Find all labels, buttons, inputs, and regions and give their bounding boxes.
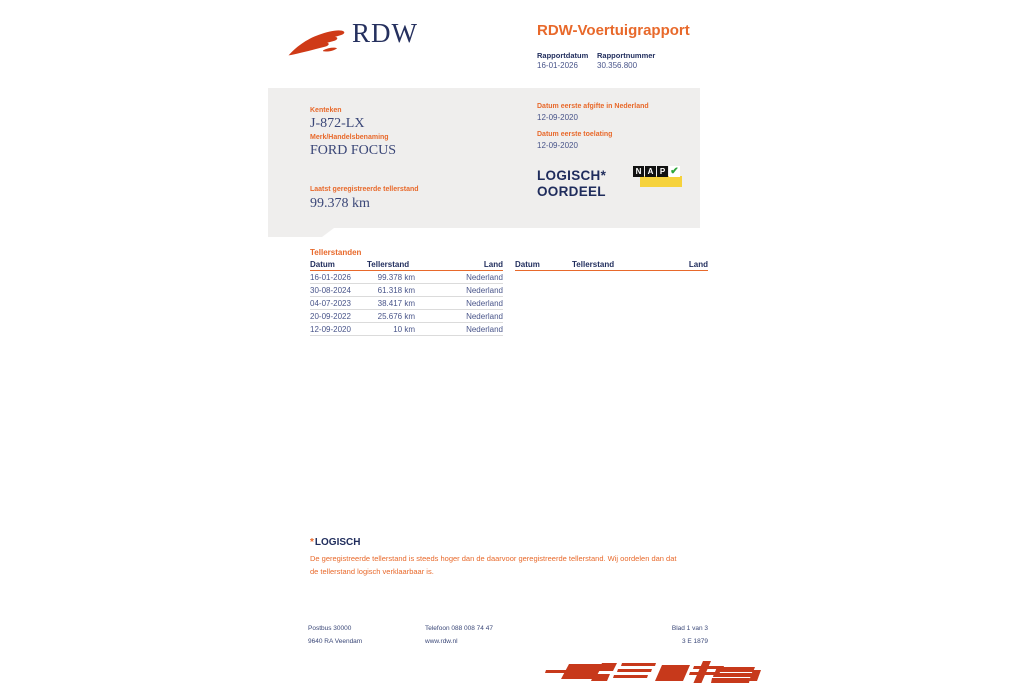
kenteken-label: Kenteken [310, 107, 342, 114]
oordeel-text [537, 168, 606, 200]
col-tellerstand: Tellerstand [367, 260, 410, 269]
rdw-wordmark: RDW [352, 18, 418, 48]
oordeel-line1: LOGISCH* [537, 168, 607, 183]
nap-letter-p: P [657, 166, 668, 177]
nap-letter-n: N [633, 166, 644, 177]
tellerstanden-table-left [310, 260, 503, 336]
cell-land: Nederland [466, 272, 503, 282]
table-row [310, 310, 503, 323]
col-datum: Datum [310, 260, 335, 269]
table-row [310, 284, 503, 297]
cell-datum: 16-01-2026 [310, 272, 351, 282]
table-row [310, 271, 503, 284]
footer-address-line1: Postbus 30000 [308, 625, 352, 632]
report-number-label: Rapportnummer [597, 51, 656, 60]
page-title: RDW-Voertuigrapport [537, 22, 690, 39]
col-datum: Datum [515, 260, 540, 269]
toelating-value: 12-09-2020 [537, 141, 578, 150]
col-land: Land [688, 260, 708, 269]
afgifte-value: 12-09-2020 [537, 113, 578, 122]
table-header-row [310, 260, 503, 271]
merk-label: Merk/Handelsbenaming [310, 134, 389, 141]
footnote-body: De geregistreerde tellerstand is steeds hoger dan de daarvoor geregistreerde tellerstand. Wij oordelen dan dat de tellerstand logisch verklaarbaar is. [310, 554, 677, 576]
cell-land: Nederland [466, 311, 503, 321]
toelating-label: Datum eerste toelating [537, 131, 613, 138]
tellerstand-label: Laatst geregistreerde tellerstand [310, 186, 419, 193]
cell-datum: 20-09-2022 [310, 311, 351, 321]
rdw-wing-logo-icon [287, 25, 349, 59]
footer-address-line2: 9640 RA Veendam [308, 638, 363, 645]
footnote-title: LOGISCH [314, 537, 361, 548]
kenteken-value: J-872-LX [310, 116, 365, 131]
cell-datum: 12-09-2020 [310, 324, 351, 334]
cell-land: Nederland [466, 285, 503, 295]
col-land: Land [483, 260, 503, 269]
table-header-row [515, 260, 708, 271]
merk-value: FORD FOCUS [310, 143, 396, 158]
table-row [310, 297, 503, 310]
footer-website: www.rdw.nl [425, 638, 458, 645]
cell-tellerstand: 25.676 km [377, 311, 415, 321]
table-row [310, 323, 503, 336]
cell-datum: 04-07-2023 [310, 298, 351, 308]
afgifte-label: Datum eerste afgifte in Nederland [537, 103, 649, 110]
footer-page-indicator: Blad 1 van 3 [671, 625, 708, 632]
cell-datum: 30-08-2024 [310, 285, 351, 295]
footer-phone: Telefoon 088 008 74 47 [425, 625, 493, 632]
oordeel-line2: OORDEEL [537, 184, 606, 199]
bottom-wing-graphic [543, 657, 763, 683]
tellerstanden-title: Tellerstanden [310, 248, 362, 257]
col-tellerstand: Tellerstand [572, 260, 615, 269]
cell-land: Nederland [466, 298, 503, 308]
summary-box-tab [268, 228, 334, 237]
nap-check-icon: ✔ [670, 166, 679, 177]
report-date-label: Rapportdatum [537, 51, 589, 60]
footer-form-code: 3 E 1879 [681, 638, 708, 645]
footnote-marker: * [310, 537, 314, 548]
cell-tellerstand: 38.417 km [377, 298, 415, 308]
report-number-value: 30.356.800 [597, 61, 638, 70]
footnote-heading [310, 537, 360, 548]
cell-tellerstand: 61.318 km [377, 285, 415, 295]
nap-logo [633, 166, 683, 190]
cell-land: Nederland [466, 324, 503, 334]
report-date-value: 16-01-2026 [537, 61, 578, 70]
cell-tellerstand: 10 km [393, 324, 415, 334]
nap-yellow-bar [640, 176, 682, 187]
cell-tellerstand: 99.378 km [377, 272, 415, 282]
tellerstand-value: 99.378 km [310, 196, 370, 211]
tellerstanden-table-right [515, 260, 708, 271]
nap-letter-a: A [645, 166, 656, 177]
